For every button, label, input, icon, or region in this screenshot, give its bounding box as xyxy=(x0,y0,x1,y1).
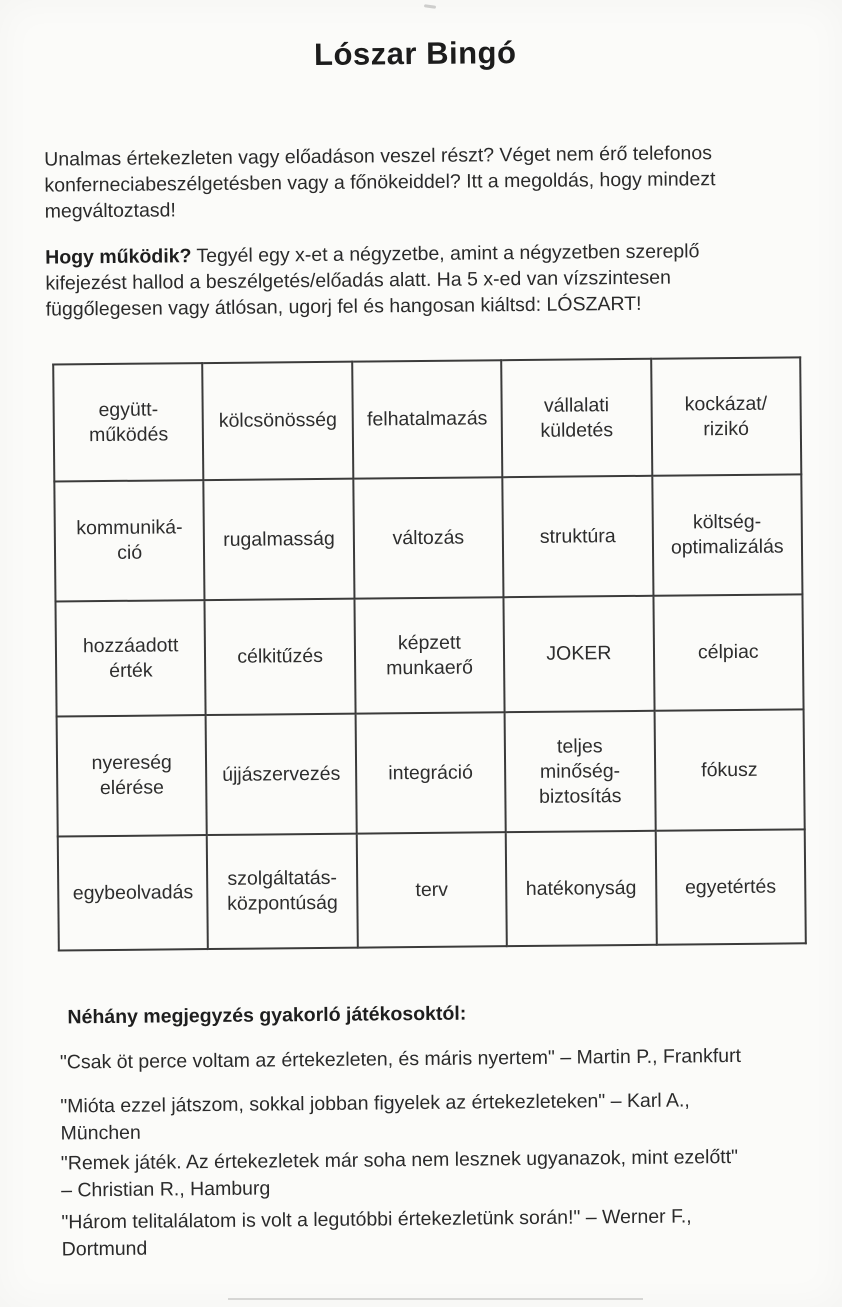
bingo-cell: költség- optimalizálás xyxy=(652,474,803,595)
bingo-cell: hozzáadott érték xyxy=(55,600,205,716)
bingo-cell: célpiac xyxy=(653,594,804,710)
bingo-cell: újjászervezés xyxy=(206,714,357,835)
bingo-cell: képzett munkaerő xyxy=(354,597,504,713)
bingo-cell-joker: JOKER xyxy=(504,596,654,712)
testimonial: "Remek játék. Az értekezletek már soha nem lesznek ugyanazok, mint ezelőtt" – Christian R., Hamburg xyxy=(60,1145,739,1202)
bingo-cell: kommuniká- ció xyxy=(54,480,205,601)
bingo-cell: hatékonyság xyxy=(506,831,656,946)
testimonials-heading: Néhány megjegyzés gyakorló játékosoktól: xyxy=(67,1002,467,1029)
bingo-grid xyxy=(52,356,807,951)
how-it-works-label: Hogy működik? xyxy=(45,245,192,269)
testimonial: "Három telitalálatom is volt a legutóbbi értekezletünk során!" – Werner F., Dortmund xyxy=(61,1205,692,1261)
bingo-cell: integráció xyxy=(355,712,506,833)
testimonial: "Mióta ezzel játszom, sokkal jobban figyelek az értekezleteken" – Karl A., München xyxy=(60,1089,690,1145)
how-it-works-text: Tegyél egy x-et a négyzetbe, amint a négyzetben szereplő kifejezést hallod a beszélgetés/előadás alatt. Ha 5 x-ed van vízszintesen függőlegesen vagy átlósan, ugorj fel és hangosan kiáltsd: LÓSZART! xyxy=(45,240,700,321)
bingo-cell: terv xyxy=(357,832,507,947)
how-it-works-paragraph xyxy=(45,238,781,323)
bingo-cell: nyereség elérése xyxy=(57,715,208,836)
bingo-cell: rugalmasság xyxy=(204,479,355,600)
bingo-row xyxy=(57,709,805,836)
scan-edge-artifact xyxy=(228,1298,643,1300)
intro-paragraph: Unalmas értekezleten vagy előadáson veszel részt? Véget nem érő telefonos konferneciabeszélgetésben vagy a főnökeiddel? Itt a megoldás, hogy mindezt megváltoztasd! xyxy=(44,142,716,223)
bingo-cell: teljes minőség- biztosítás xyxy=(505,711,656,832)
bingo-cell: kockázat/ rizikó xyxy=(651,357,802,475)
page-title: Lószar Bingó xyxy=(313,35,517,72)
testimonial: "Csak öt perce voltam az értekezleten, és máris nyertem" – Martin P., Frankfurt xyxy=(59,1044,742,1074)
bingo-cell: vállalati küldetés xyxy=(501,359,652,477)
bingo-cell: struktúra xyxy=(502,476,653,597)
bingo-cell: egybeolvadás xyxy=(58,835,208,950)
bingo-row xyxy=(55,594,803,716)
bingo-cell: felhatalmazás xyxy=(352,360,503,478)
bingo-row xyxy=(54,474,802,601)
bingo-cell: együtt- működés xyxy=(53,363,204,481)
bingo-cell: egyetértés xyxy=(655,829,806,944)
bingo-row xyxy=(58,829,806,950)
bingo-cell: fókusz xyxy=(654,709,805,830)
bingo-cell: célkitűzés xyxy=(205,599,355,715)
bingo-cell: kölcsönösség xyxy=(203,362,354,480)
bingo-row xyxy=(53,357,801,481)
bingo-cell: szolgáltatás- központúság xyxy=(207,834,357,949)
bingo-cell: változás xyxy=(353,477,504,598)
